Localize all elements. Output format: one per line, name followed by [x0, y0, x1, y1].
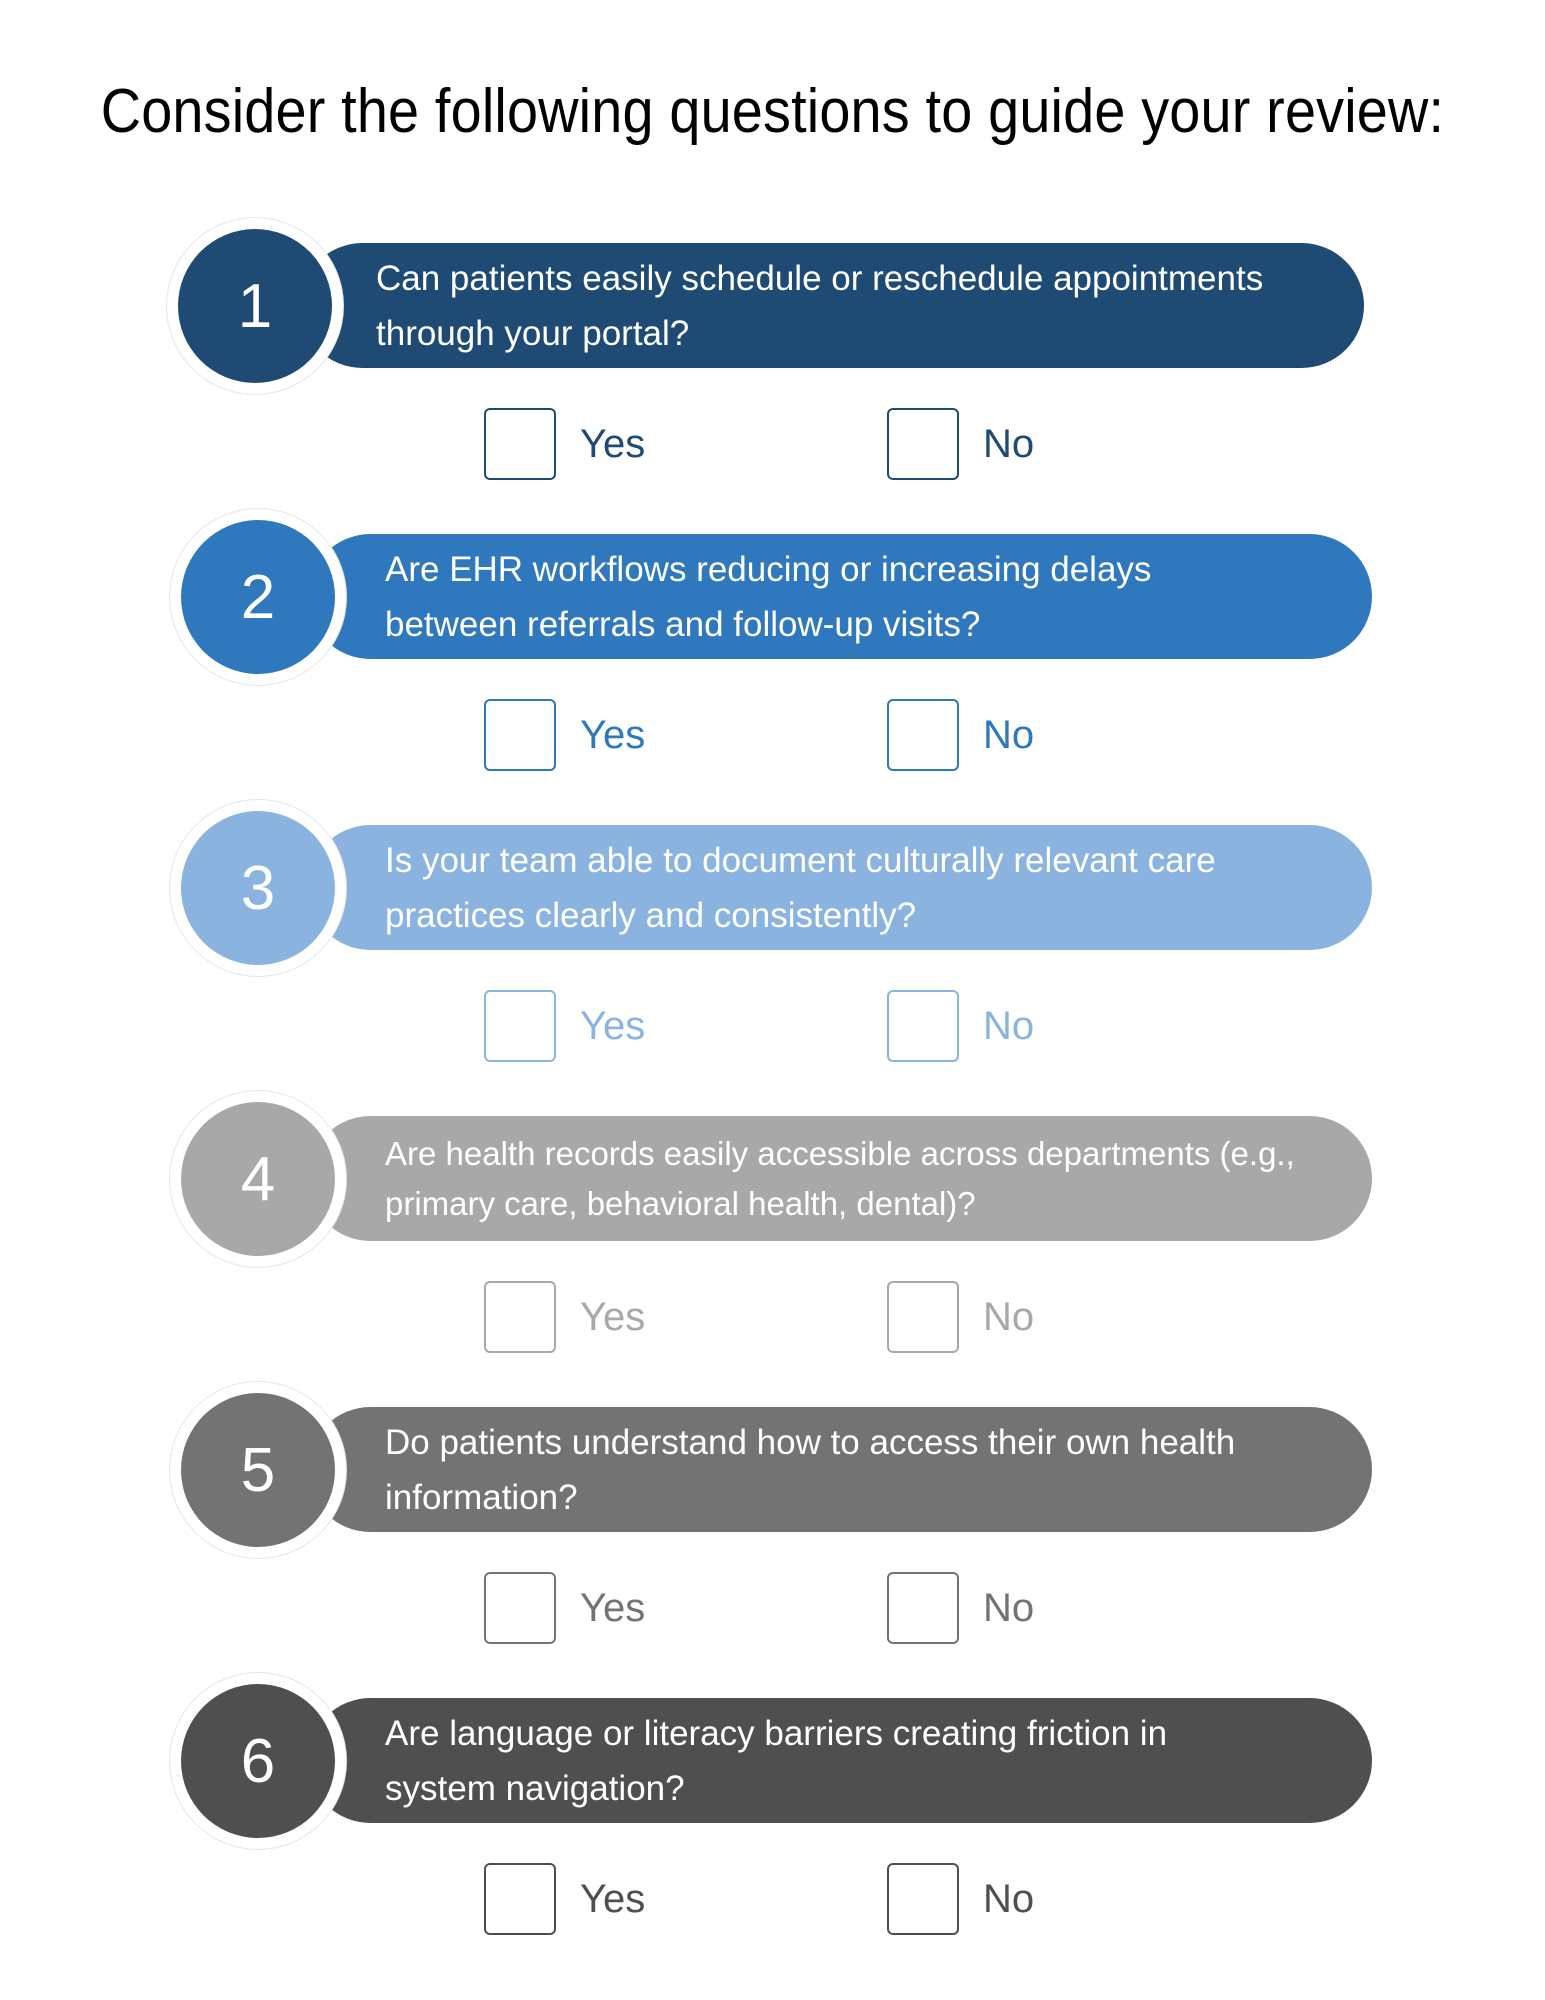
no-label: No [983, 1877, 1035, 1921]
no-label: No [983, 1586, 1035, 1630]
question-text: Is your team able to document culturally relevant care practices clearly and consistently? [385, 840, 1216, 935]
no-option[interactable] [887, 988, 1034, 1064]
question-2 [0, 509, 1545, 799]
question-text: Can patients easily schedule or reschedule appointments through your portal? [376, 258, 1264, 353]
no-label: No [983, 1295, 1035, 1339]
yes-label: Yes [580, 1004, 646, 1048]
question-text: Are health records easily accessible across departments (e.g., primary care, behavioral health, dental)? [385, 1134, 1295, 1222]
no-checkbox[interactable] [887, 1281, 959, 1353]
no-label: No [983, 422, 1035, 466]
question-1 [0, 218, 1545, 508]
yes-label: Yes [580, 422, 646, 466]
no-option[interactable] [887, 1279, 1034, 1355]
yes-checkbox[interactable] [484, 1572, 556, 1644]
yes-checkbox[interactable] [484, 1281, 556, 1353]
question-5 [0, 1382, 1545, 1672]
no-checkbox[interactable] [887, 699, 959, 771]
question-number: 1 [178, 229, 332, 383]
yes-option[interactable] [484, 1570, 645, 1646]
question-4 [0, 1091, 1545, 1381]
question-text: Do patients understand how to access their own health information? [385, 1422, 1236, 1517]
yes-option[interactable] [484, 1279, 645, 1355]
yes-option[interactable] [484, 697, 645, 773]
question-number: 3 [181, 811, 335, 965]
no-option[interactable] [887, 1861, 1034, 1937]
question-number: 5 [181, 1393, 335, 1547]
yes-checkbox[interactable] [484, 699, 556, 771]
no-option[interactable] [887, 406, 1034, 482]
yes-label: Yes [580, 1877, 646, 1921]
yes-label: Yes [580, 713, 646, 757]
question-number: 4 [181, 1102, 335, 1256]
no-label: No [983, 713, 1035, 757]
question-6 [0, 1673, 1545, 1963]
no-checkbox[interactable] [887, 1572, 959, 1644]
question-number: 6 [181, 1684, 335, 1838]
no-option[interactable] [887, 1570, 1034, 1646]
yes-option[interactable] [484, 988, 645, 1064]
no-checkbox[interactable] [887, 990, 959, 1062]
question-3 [0, 800, 1545, 1090]
question-number: 2 [181, 520, 335, 674]
no-label: No [983, 1004, 1035, 1048]
yes-label: Yes [580, 1295, 646, 1339]
yes-option[interactable] [484, 406, 645, 482]
no-checkbox[interactable] [887, 408, 959, 480]
no-option[interactable] [887, 697, 1034, 773]
yes-option[interactable] [484, 1861, 645, 1937]
yes-checkbox[interactable] [484, 1863, 556, 1935]
page-title: Consider the following questions to guide your review: [100, 77, 1445, 146]
yes-checkbox[interactable] [484, 408, 556, 480]
question-text: Are language or literacy barriers creating friction in system navigation? [385, 1713, 1168, 1808]
no-checkbox[interactable] [887, 1863, 959, 1935]
yes-label: Yes [580, 1586, 646, 1630]
yes-checkbox[interactable] [484, 990, 556, 1062]
question-text: Are EHR workflows reducing or increasing delays between referrals and follow-up visits? [385, 549, 1152, 644]
